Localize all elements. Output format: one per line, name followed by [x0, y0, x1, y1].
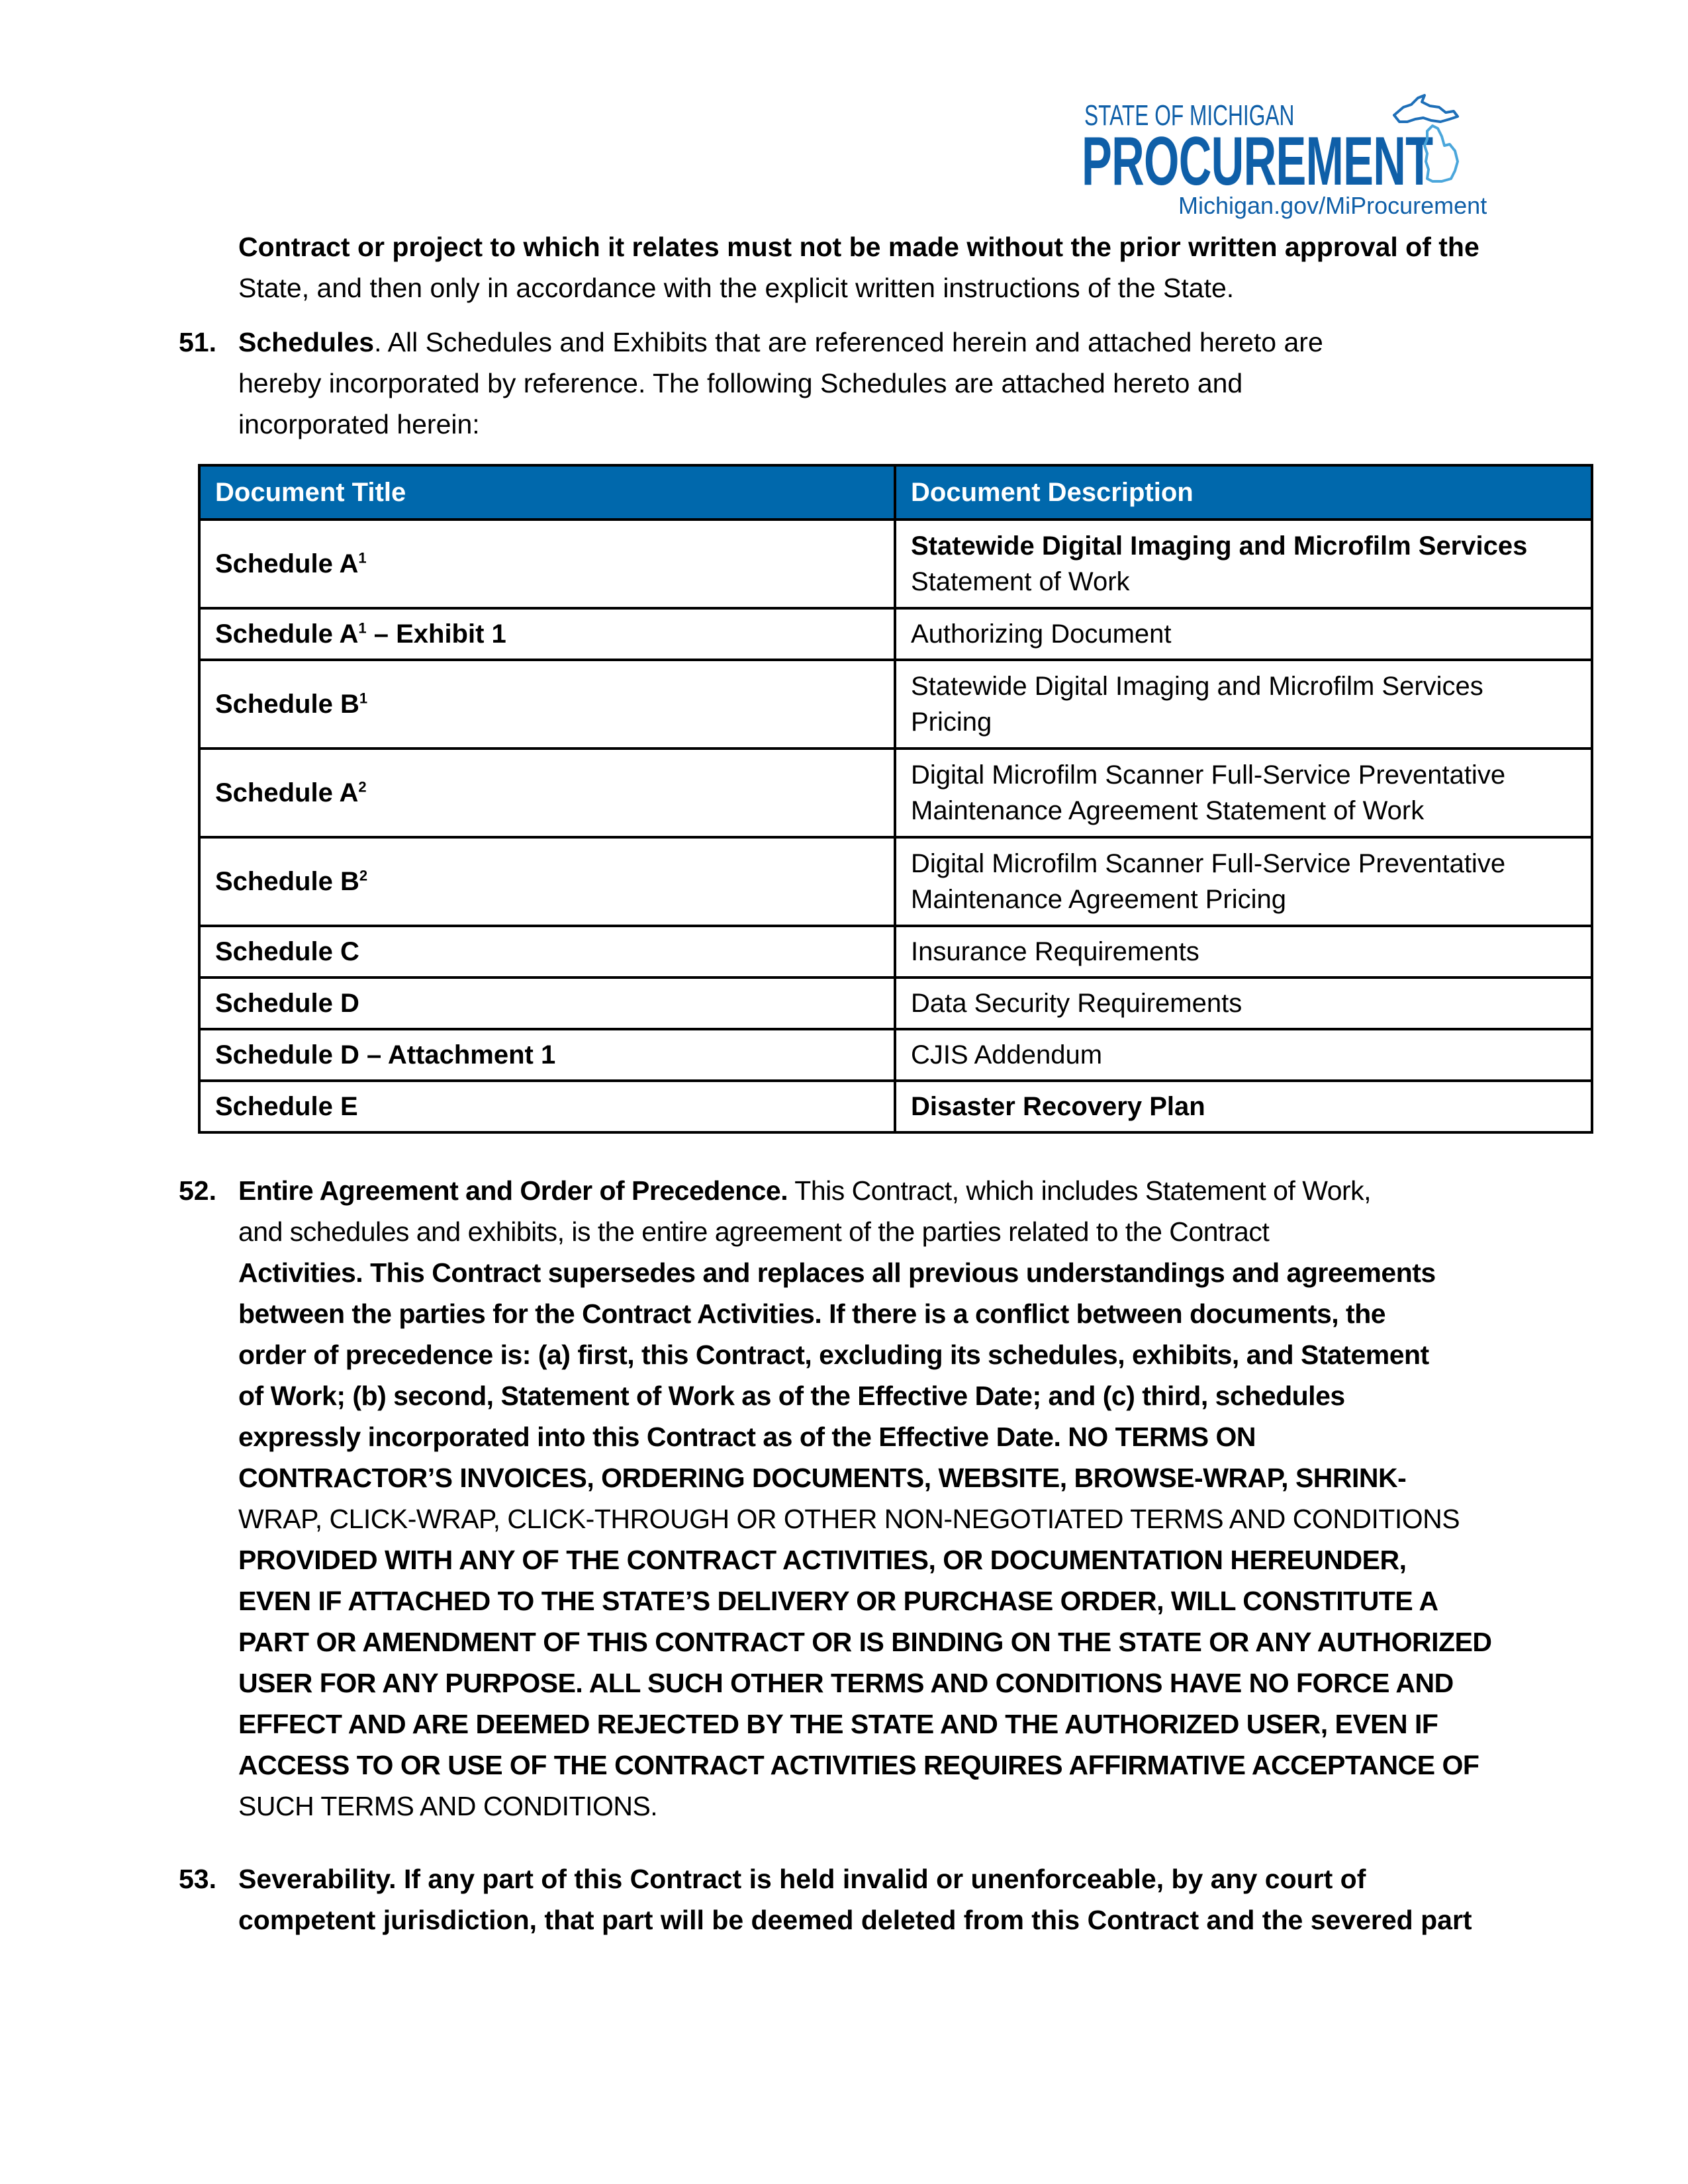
michigan-procurement-logo — [1079, 93, 1489, 225]
column-header-document-description: Document Description — [895, 465, 1592, 520]
row-title: Schedule $B^2$ — [199, 837, 895, 926]
table-row — [199, 837, 1592, 926]
logo-state-text: STATE OF MICHIGAN — [1084, 99, 1295, 132]
row-description: Disaster Recovery Plan — [895, 1081, 1592, 1132]
section-52-number: 52. — [179, 1175, 216, 1206]
section-51-line-3: incorporated herein: — [238, 409, 480, 439]
section-53-heading: Severability. — [238, 1864, 397, 1894]
table-row — [199, 978, 1592, 1029]
section-52-heading: Entire Agreement and Order of Precedence. — [238, 1175, 788, 1206]
intro-line-2: State, and then only in accordance with the explicit written instructions of the State. — [238, 273, 1235, 303]
row-title: Schedule $A^1$ – Exhibit 1 — [199, 608, 895, 660]
section-53-number: 53. — [179, 1864, 216, 1894]
table-row — [199, 520, 1592, 608]
row-title: Schedule $A^1$ — [199, 520, 895, 608]
section-51-line-1: . All Schedules and Exhibits that are referenced herein and attached hereto are — [374, 327, 1323, 357]
table-row — [199, 1029, 1592, 1081]
row-description: Digital Microfilm Scanner Full-Service Preventative Maintenance Agreement Statement of Work — [895, 749, 1592, 837]
logo-url-text: Michigan.gov/MiProcurement — [1178, 192, 1487, 219]
table-row — [199, 1081, 1592, 1132]
row-description: Statewide Digital Imaging and Microfilm Services Pricing — [895, 660, 1592, 749]
table-row — [199, 926, 1592, 978]
table-header-row — [199, 465, 1592, 520]
row-title: Schedule C — [199, 926, 895, 978]
section-51-number: 51. — [179, 327, 216, 357]
schedules-table — [198, 464, 1593, 1134]
row-title: Schedule D – Attachment 1 — [199, 1029, 895, 1081]
row-title: Schedule $A^2$ — [199, 749, 895, 837]
row-description: Statewide Digital Imaging and Microfilm Services Statement of Work — [895, 520, 1592, 608]
column-header-document-title: Document Title — [199, 465, 895, 520]
row-description: Data Security Requirements — [895, 978, 1592, 1029]
row-description: CJIS Addendum — [895, 1029, 1592, 1081]
row-title: Schedule D — [199, 978, 895, 1029]
row-description: Authorizing Document — [895, 608, 1592, 660]
table-row — [199, 749, 1592, 837]
intro-paragraph — [238, 226, 1496, 308]
section-53-paragraph: Severability. If any part of this Contract is held invalid or unenforceable, by any court of competent jurisdiction, that part will be deemed deleted from this Contract and the severed part — [238, 1864, 1472, 1935]
intro-line-1: Contract or project to which it relates must not be made without the prior written approval of the — [238, 232, 1479, 262]
row-title: Schedule E — [199, 1081, 895, 1132]
section-52-paragraph: Entire Agreement and Order of Precedence. This Contract, which includes Statement of Work, and schedules and exhibits, is the entire agreement of the parties related to the Contract Activities. This Contract supersedes and replaces all previous understandings and agreements between the parties for the Contract Activities. If there is a conflict between documents, the order of precedence is: (a) first, this Contract, excluding its schedules, exhibits, and Statement of Work; (b) second, Statement of Work as of the Effective Date; and (c) third, schedules expressly incorporated into this Contract as of the Effective Date. NO TERMS ON CONTRACTOR’S INVOICES, ORDERING DOCUMENTS, WEBSITE, BROWSE-WRAP, SHRINK- WRAP, CLICK-WRAP, CLICK-THROUGH OR OTHER NON-NEGOTIATED TERMS AND CONDITIONS PROVIDED WITH ANY OF THE CONTRACT ACTIVITIES, OR DOCUMENTATION HEREUNDER, EVEN IF ATTACHED TO THE STATE’S DELIVERY OR PURCHASE ORDER, WILL CONSTITUTE A PART OR AMENDMENT OF THIS CONTRACT OR IS BINDING ON THE STATE OR ANY AUTHORIZED USER FOR ANY PURPOSE. ALL SUCH OTHER TERMS AND CONDITIONS HAVE NO FORCE AND EFFECT AND ARE DEEMED REJECTED BY THE STATE AND THE AUTHORIZED USER, EVEN IF ACCESS TO OR USE OF THE CONTRACT ACTIVITIES REQUIRES AFFIRMATIVE ACCEPTANCE OF SUCH TERMS AND CONDITIONS. — [238, 1175, 1492, 1821]
table-row — [199, 660, 1592, 749]
michigan-map-icon — [1389, 93, 1468, 185]
section-51-paragraph — [238, 322, 1496, 445]
row-description: Digital Microfilm Scanner Full-Service Preventative Maintenance Agreement Pricing — [895, 837, 1592, 926]
section-51-line-2: hereby incorporated by reference. The following Schedules are attached hereto and — [238, 368, 1243, 398]
row-title: Schedule $B^1$ — [199, 660, 895, 749]
section-51-heading: Schedules — [238, 327, 375, 357]
row-description: Insurance Requirements — [895, 926, 1592, 978]
logo-procurement-text: PROCUREMENT — [1082, 123, 1433, 200]
table-row — [199, 608, 1592, 660]
